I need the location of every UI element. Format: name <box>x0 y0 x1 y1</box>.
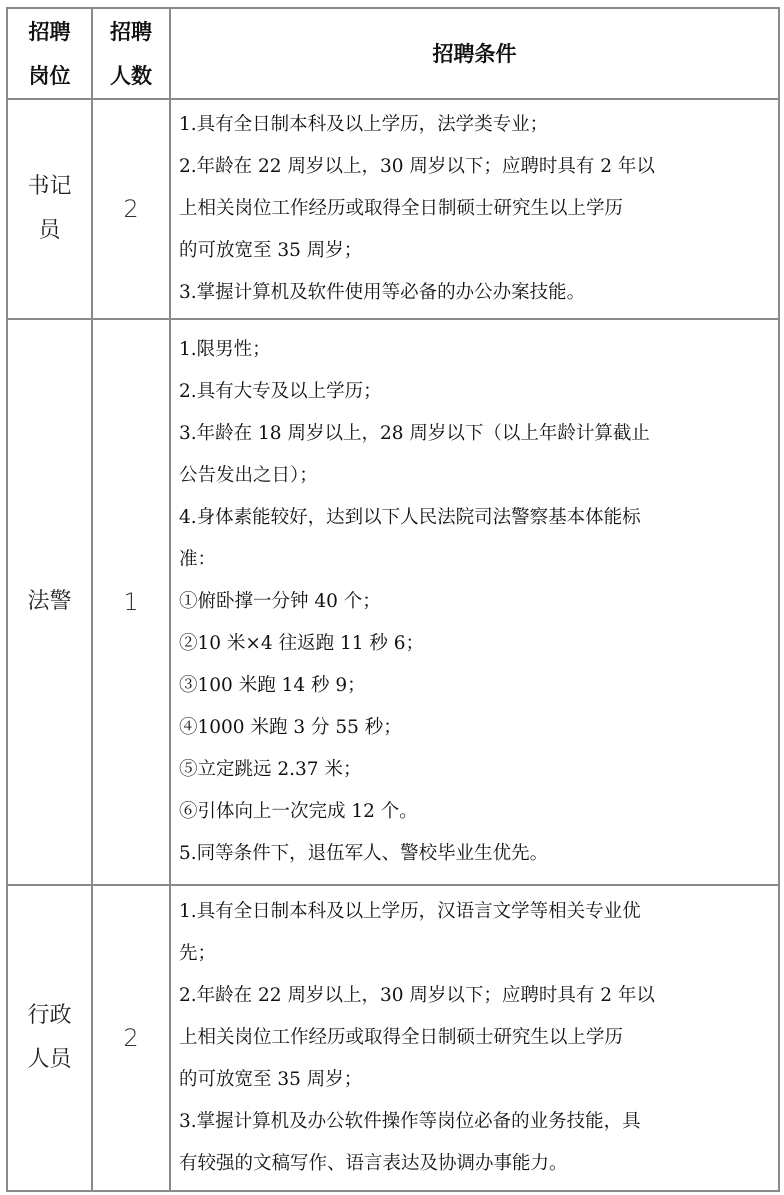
conditions-cell <box>170 319 779 885</box>
count-cell <box>92 319 170 885</box>
condition-line: 先； <box>179 943 217 964</box>
condition-line: 2.年龄在 22 周岁以上，30 周岁以下；应聘时具有 2 年以 <box>179 985 655 1006</box>
position-text: 书记 <box>27 174 72 199</box>
condition-line: 上相关岗位工作经历或取得全日制硕士研究生以上学历 <box>179 1027 624 1048</box>
header-count-line: 人数 <box>110 62 152 88</box>
condition-line: 3.掌握计算机及办公软件操作等岗位必备的业务技能，具 <box>179 1111 641 1132</box>
count-text: 1 <box>123 588 139 616</box>
position-cell <box>7 99 92 319</box>
header-count <box>92 8 170 99</box>
condition-line: ③100 米跑 14 秒 9； <box>179 675 366 696</box>
count-text: 2 <box>123 1024 139 1052</box>
header-conditions: 招聘条件 <box>170 8 779 99</box>
count-cell <box>92 885 170 1191</box>
position-text: 行政 <box>27 1003 72 1028</box>
header-position <box>7 8 92 99</box>
condition-line: 5.同等条件下，退伍军人、警校毕业生优先。 <box>179 843 549 864</box>
table-row <box>7 885 779 1191</box>
condition-line: 1.具有全日制本科及以上学历，法学类专业； <box>179 114 549 135</box>
condition-line: ⑥引体向上一次完成 12 个。 <box>179 801 418 822</box>
condition-line: 1.具有全日制本科及以上学历，汉语言文学等相关专业优 <box>179 901 641 922</box>
recruitment-table <box>6 7 780 1192</box>
count-text: 2 <box>123 195 139 223</box>
header-position-line: 招聘 <box>28 18 71 44</box>
condition-line: 2.年龄在 22 周岁以上，30 周岁以下；应聘时具有 2 年以 <box>179 156 655 177</box>
condition-line: 4.身体素能较好，达到以下人民法院司法警察基本体能标 <box>179 507 641 528</box>
position-text: 法警 <box>27 589 72 614</box>
position-cell <box>7 319 92 885</box>
condition-line: 3.年龄在 18 周岁以上，28 周岁以下（以上年龄计算截止 <box>179 423 650 444</box>
header-position-line: 岗位 <box>28 62 71 88</box>
position-text: 人员 <box>27 1047 72 1072</box>
condition-line: 上相关岗位工作经历或取得全日制硕士研究生以上学历 <box>179 198 624 219</box>
table-row <box>7 319 779 885</box>
condition-line: ④1000 米跑 3 分 55 秒； <box>179 717 402 738</box>
condition-line: ①俯卧撑一分钟 40 个； <box>179 591 381 612</box>
table-row <box>7 99 779 319</box>
condition-line: 准： <box>179 549 217 570</box>
condition-line: 2.具有大专及以上学历； <box>179 381 382 402</box>
condition-line: 1.限男性； <box>179 339 271 360</box>
position-cell <box>7 885 92 1191</box>
header-count-line: 招聘 <box>110 18 152 44</box>
condition-line: ⑤立定跳远 2.37 米； <box>179 759 362 780</box>
condition-line: 有较强的文稿写作、语言表达及协调办事能力。 <box>179 1153 568 1174</box>
conditions-cell <box>170 99 779 319</box>
condition-line: 公告发出之日）； <box>179 465 318 486</box>
header-row <box>7 8 779 99</box>
condition-line: 的可放宽至 35 周岁； <box>179 240 363 261</box>
condition-line: ②10 米×4 往返跑 11 秒 6； <box>179 633 425 654</box>
count-cell <box>92 99 170 319</box>
condition-line: 的可放宽至 35 周岁； <box>179 1069 363 1090</box>
conditions-cell <box>170 885 779 1191</box>
condition-line: 3.掌握计算机及软件使用等必备的办公办案技能。 <box>179 282 586 303</box>
position-text: 员 <box>38 218 61 243</box>
